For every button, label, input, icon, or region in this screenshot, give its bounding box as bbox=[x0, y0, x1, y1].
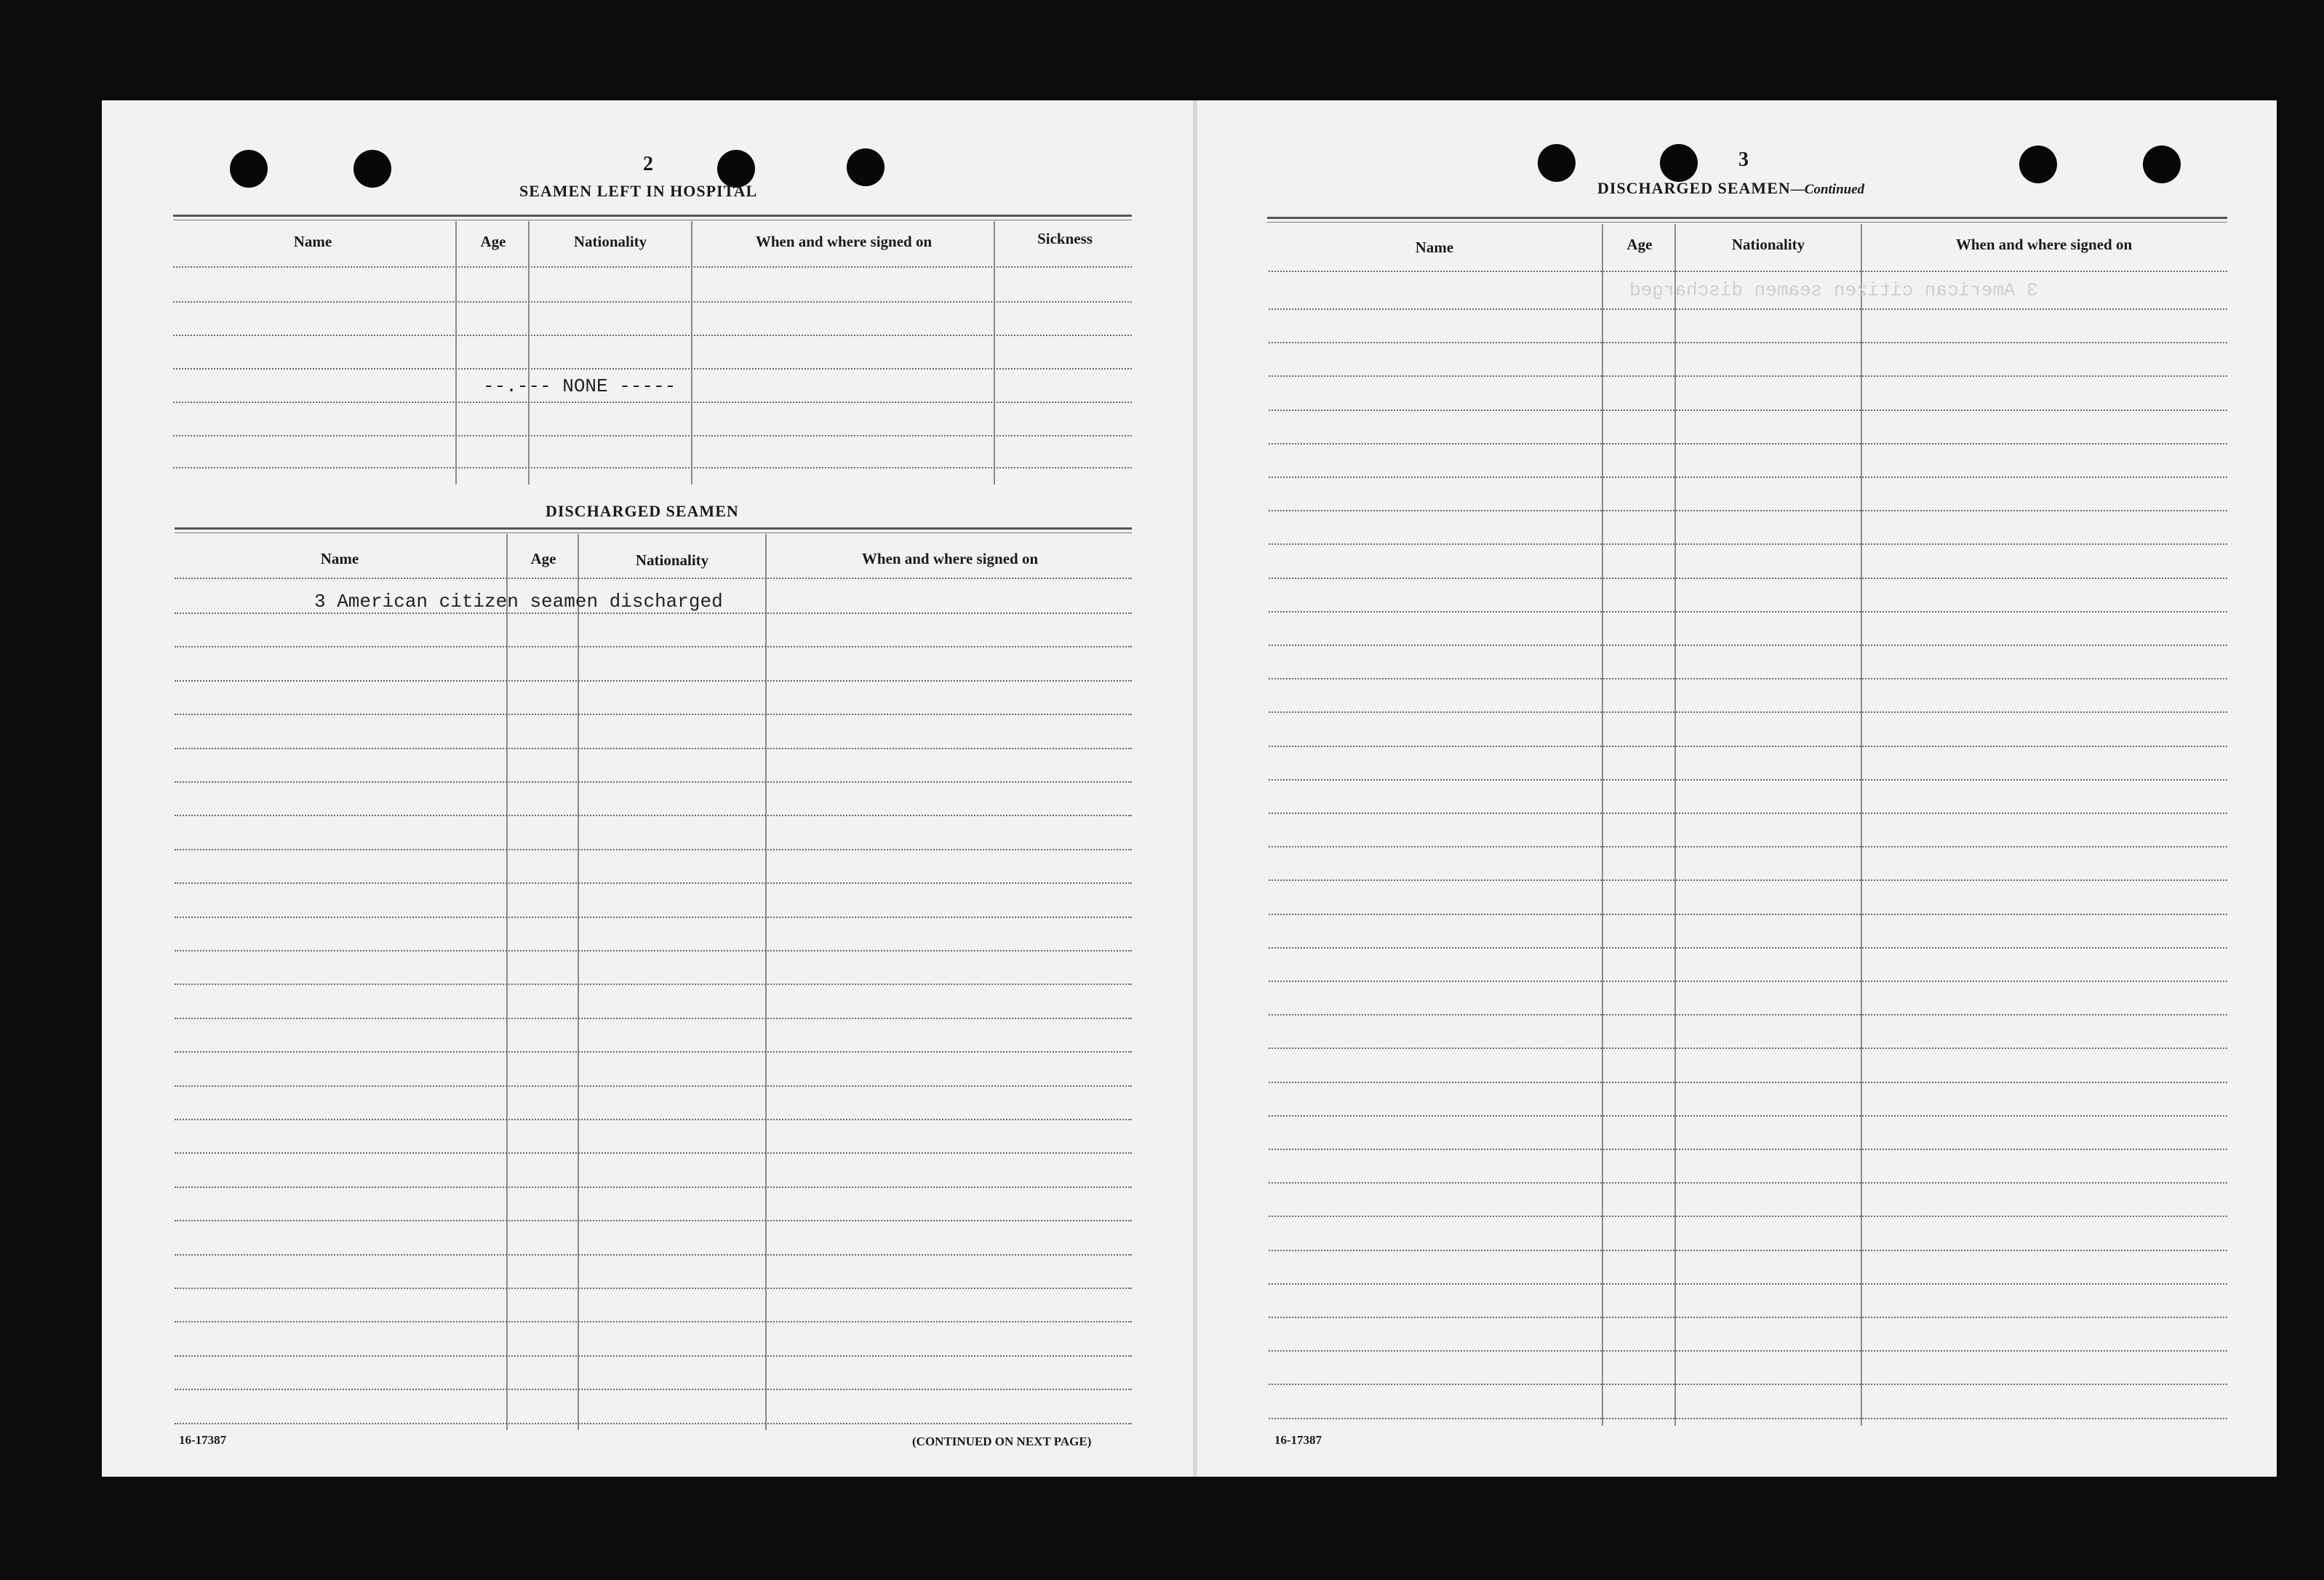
table-row-line bbox=[175, 1051, 1132, 1053]
table-row-line bbox=[175, 680, 1132, 682]
table-row-line bbox=[1269, 879, 2227, 881]
page-fold bbox=[1193, 100, 1197, 1477]
table-row-line bbox=[1269, 779, 2227, 781]
table-row-line bbox=[175, 748, 1132, 749]
table-row-line bbox=[1269, 1115, 2227, 1117]
table-row-line bbox=[173, 435, 1132, 436]
form-number: 16-17387 bbox=[179, 1433, 227, 1447]
section-rule bbox=[1267, 222, 2227, 223]
column-header-age: Age bbox=[480, 233, 506, 250]
table-row-line bbox=[1269, 308, 2227, 310]
punch-hole bbox=[354, 150, 391, 188]
bleed-through-text: 3 American citizen seamen discharged bbox=[1629, 279, 2038, 301]
table-row-line bbox=[175, 815, 1132, 816]
section-rule bbox=[173, 215, 1132, 217]
column-divider bbox=[994, 221, 995, 484]
table-row-line bbox=[175, 1119, 1132, 1120]
table-row-line bbox=[175, 613, 1132, 614]
table-row-line bbox=[1269, 578, 2227, 579]
table-row-line bbox=[1269, 1082, 2227, 1083]
table-row-line bbox=[1269, 375, 2227, 377]
table-row-line bbox=[173, 335, 1132, 336]
table-row-line bbox=[175, 1321, 1132, 1322]
table-row-line bbox=[1269, 1182, 2227, 1184]
table-row-line bbox=[173, 368, 1132, 370]
discharged-entry: 3 American citizen seamen discharged bbox=[314, 591, 723, 613]
table-row-line bbox=[1269, 1014, 2227, 1016]
table-row-line bbox=[175, 917, 1132, 918]
table-row-line bbox=[1269, 342, 2227, 343]
table-row-line bbox=[175, 1085, 1132, 1087]
table-row-line bbox=[1269, 543, 2227, 545]
column-divider bbox=[765, 534, 767, 1430]
column-header-signed-on: When and where signed on bbox=[861, 550, 1039, 567]
table-row-line bbox=[175, 1423, 1132, 1424]
right-page-title-suffix: —Continued bbox=[1790, 182, 1865, 197]
table-row-line bbox=[1269, 981, 2227, 982]
column-divider bbox=[1602, 224, 1603, 1426]
table-row-line bbox=[1269, 645, 2227, 646]
column-divider bbox=[1861, 224, 1862, 1426]
section-rule bbox=[1267, 217, 2227, 219]
table-row-line bbox=[1269, 1216, 2227, 1217]
table-row-line bbox=[175, 1152, 1132, 1154]
table-row-line bbox=[1269, 1350, 2227, 1352]
table-row-line bbox=[1269, 611, 2227, 613]
table-row-line bbox=[1269, 846, 2227, 847]
hospital-section-title: SEAMEN LEFT IN HOSPITAL bbox=[519, 182, 758, 200]
table-row-line bbox=[1269, 947, 2227, 949]
hospital-entry-none: --.--- NONE ----- bbox=[483, 375, 676, 397]
column-header-signed-on: When and where signed on bbox=[755, 233, 933, 250]
table-row-line bbox=[173, 467, 1132, 468]
column-divider bbox=[578, 534, 579, 1430]
column-header-name: Name bbox=[320, 550, 359, 567]
table-row-line bbox=[1269, 1317, 2227, 1318]
table-row-line bbox=[175, 849, 1132, 850]
section-rule bbox=[175, 532, 1132, 533]
table-row-line bbox=[1269, 1250, 2227, 1251]
table-row-line bbox=[175, 1186, 1132, 1188]
table-row-line bbox=[1269, 1384, 2227, 1385]
table-row-line bbox=[173, 402, 1132, 403]
table-row-line bbox=[175, 1355, 1132, 1357]
table-row-line bbox=[175, 646, 1132, 647]
table-row-line bbox=[1269, 678, 2227, 679]
table-row-line bbox=[1269, 711, 2227, 713]
right-page-title-text: DISCHARGED SEAMEN bbox=[1597, 179, 1791, 197]
table-row-line bbox=[173, 266, 1132, 268]
table-row-line bbox=[175, 983, 1132, 985]
column-header-name: Name bbox=[1415, 239, 1454, 256]
table-row-line bbox=[175, 882, 1132, 884]
table-row-line bbox=[1269, 813, 2227, 814]
table-row-line bbox=[1269, 1048, 2227, 1049]
table-row-line bbox=[175, 950, 1132, 951]
table-row-line bbox=[1269, 271, 2227, 272]
column-header-nationality: Nationality bbox=[635, 551, 709, 569]
table-row-line bbox=[175, 1220, 1132, 1221]
table-row-line bbox=[175, 578, 1132, 579]
column-divider bbox=[528, 221, 530, 484]
table-row-line bbox=[1269, 1149, 2227, 1150]
table-row-line bbox=[1269, 1418, 2227, 1419]
punch-hole bbox=[230, 150, 268, 188]
table-row-line bbox=[175, 781, 1132, 783]
column-header-sickness: Sickness bbox=[1037, 230, 1093, 247]
column-header-nationality: Nationality bbox=[573, 233, 647, 250]
document-sheet bbox=[102, 100, 2277, 1477]
continued-note: (CONTINUED ON NEXT PAGE) bbox=[912, 1435, 1092, 1448]
table-row-line bbox=[1269, 476, 2227, 478]
table-row-line bbox=[175, 1288, 1132, 1289]
discharged-section-title: DISCHARGED SEAMEN bbox=[546, 502, 739, 520]
column-divider bbox=[691, 221, 692, 484]
column-header-signed-on: When and where signed on bbox=[1955, 236, 2133, 253]
punch-hole bbox=[2019, 145, 2057, 183]
right-page-number: 3 bbox=[1738, 148, 1749, 171]
column-divider bbox=[455, 221, 457, 484]
table-row-line bbox=[1269, 746, 2227, 747]
table-row-line bbox=[175, 1389, 1132, 1390]
table-row-line bbox=[175, 1018, 1132, 1019]
table-row-line bbox=[175, 714, 1132, 715]
table-row-line bbox=[1269, 410, 2227, 411]
punch-hole bbox=[1538, 144, 1576, 182]
table-row-line bbox=[1269, 1283, 2227, 1285]
punch-hole bbox=[847, 148, 885, 186]
right-page-title bbox=[1597, 179, 1864, 198]
column-divider bbox=[506, 534, 508, 1430]
punch-hole bbox=[2143, 145, 2181, 183]
column-header-nationality: Nationality bbox=[1731, 236, 1805, 253]
column-header-age: Age bbox=[530, 550, 556, 567]
table-row-line bbox=[175, 1254, 1132, 1256]
punch-hole bbox=[1660, 144, 1698, 182]
table-row-line bbox=[1269, 914, 2227, 915]
left-page-number: 2 bbox=[643, 153, 653, 175]
table-row-line bbox=[173, 301, 1132, 303]
form-number: 16-17387 bbox=[1274, 1433, 1322, 1447]
table-row-line bbox=[1269, 510, 2227, 511]
table-row-line bbox=[1269, 443, 2227, 444]
column-divider bbox=[1674, 224, 1676, 1426]
section-rule bbox=[175, 527, 1132, 530]
column-header-age: Age bbox=[1626, 236, 1653, 253]
column-header-name: Name bbox=[293, 233, 332, 250]
